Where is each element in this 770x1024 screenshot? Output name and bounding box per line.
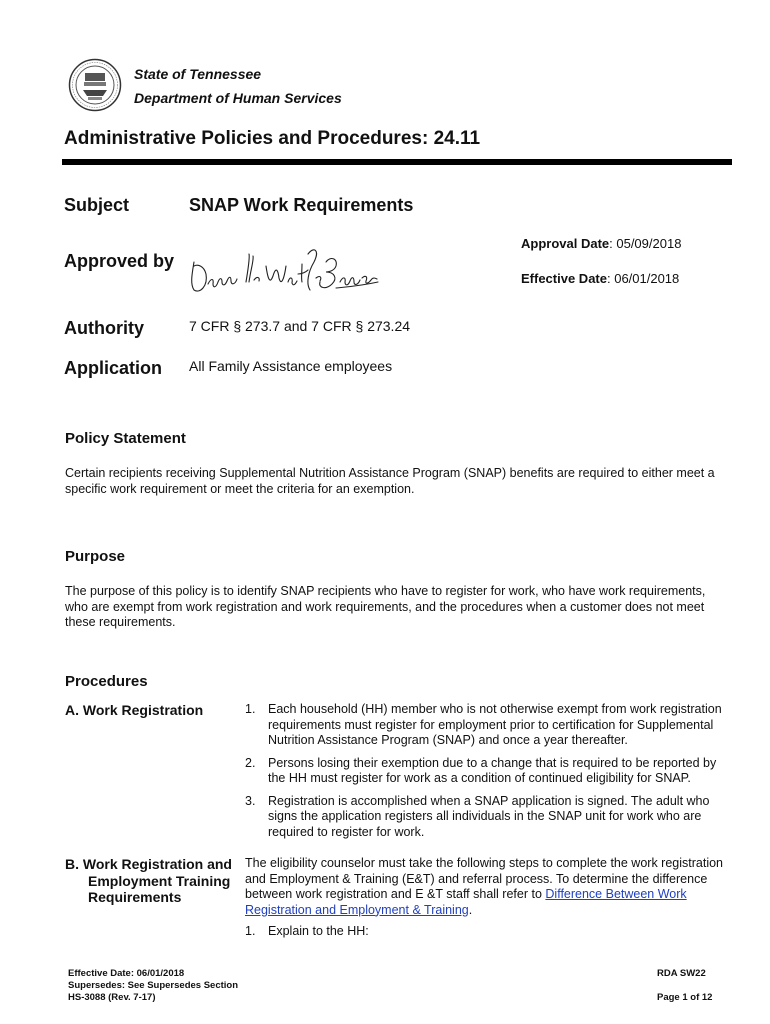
subject-value: SNAP Work Requirements [189, 195, 414, 215]
section-b-label [65, 856, 232, 906]
section-b-label-line1: B. Work Registration and [65, 856, 232, 872]
list-item-number: 3. [245, 793, 256, 808]
footer-rda-code: RDA SW22 [657, 968, 706, 979]
state-seal-logo [68, 58, 122, 112]
policy-statement-text: Certain recipients receiving Supplemental Nutrition Assistance Program (SNAP) benefits are required to either meet a specific work requirement or meet the criteria for an exemption. [65, 466, 715, 496]
footer-effective-date: Effective Date: 06/01/2018 [68, 968, 185, 979]
section-b-text-intro: The eligibility counselor must take the following steps to complete the work registration and Employment & Training (E&T) and referral process. To determine the difference between work registration and E &T staff shall refer to [245, 856, 724, 901]
section-b-text [245, 856, 730, 918]
list-item [245, 756, 730, 787]
difference-link[interactable]: Difference Between Work Registration and Employment & Training [245, 887, 687, 917]
effective-date-label: Effective Date [521, 271, 607, 286]
list-item-text: Registration is accomplished when a SNAP application is signed. The adult who signs the application registers all individuals in the SNAP unit for work who are required to register for work. [268, 793, 710, 839]
authority-label: Authority [64, 318, 144, 338]
footer-left [68, 968, 238, 1004]
title-divider [62, 159, 732, 165]
list-item-text: Explain to the HH: [268, 924, 369, 938]
subject-label: Subject [64, 195, 130, 215]
list-item-text: Persons losing their exemption due to a change that is required to be reported by the HH must register for work as a condition of continued eligibility for SNAP. [268, 755, 717, 785]
section-b-label-line2: Employment Training [88, 872, 231, 889]
policy-statement-heading: Policy Statement [65, 430, 186, 447]
department-name: Department of Human Services [134, 90, 342, 106]
footer-supersedes: Supersedes: See Supersedes Section [68, 980, 239, 991]
authority-value: 7 CFR § 273.7 and 7 CFR § 273.24 [189, 318, 411, 334]
list-item [245, 702, 730, 749]
approval-date-label: Approval Date [521, 236, 610, 251]
list-item-text: Each household (HH) member who is not otherwise exempt from work registration requirements must register for employment prior to certification for Supplemental Nutrition Assistance Program (SNAP) and once a year thereafter. [268, 702, 722, 747]
section-b-text-end: . [468, 902, 473, 917]
approved-by-label: Approved by [64, 251, 175, 271]
document-title: Administrative Policies and Procedures: 24.11 [64, 128, 481, 149]
list-item [245, 794, 730, 841]
footer-form-number: HS-3088 (Rev. 7-17) [68, 992, 156, 1003]
list-item-number: 1. [245, 702, 256, 716]
list-item-number: 2. [245, 755, 256, 770]
state-name: State of Tennessee [134, 66, 262, 82]
list-item [245, 924, 730, 940]
approval-date [521, 236, 681, 251]
section-a-list [245, 702, 730, 847]
signature-image [186, 244, 386, 300]
footer-page-number: Page 1 of 12 [657, 992, 713, 1003]
application-label: Application [64, 358, 162, 378]
purpose-heading: Purpose [65, 548, 126, 565]
application-value: All Family Assistance employees [189, 358, 393, 374]
section-a-label: A. Work Registration [65, 702, 204, 718]
procedures-heading: Procedures [65, 673, 148, 690]
effective-date [521, 271, 679, 286]
list-item-number: 1. [245, 924, 256, 938]
section-b-label-line3: Requirements [88, 889, 182, 905]
section-b-list [245, 924, 730, 947]
effective-date-value: : 06/01/2018 [606, 271, 680, 286]
approval-date-value: : 05/09/2018 [609, 236, 682, 251]
purpose-text: The purpose of this policy is to identify SNAP recipients who have to register for work, who have work requirements, who are exempt from work registration and work requirements, and the procedures when a customer does not meet these requirements. [65, 584, 706, 629]
